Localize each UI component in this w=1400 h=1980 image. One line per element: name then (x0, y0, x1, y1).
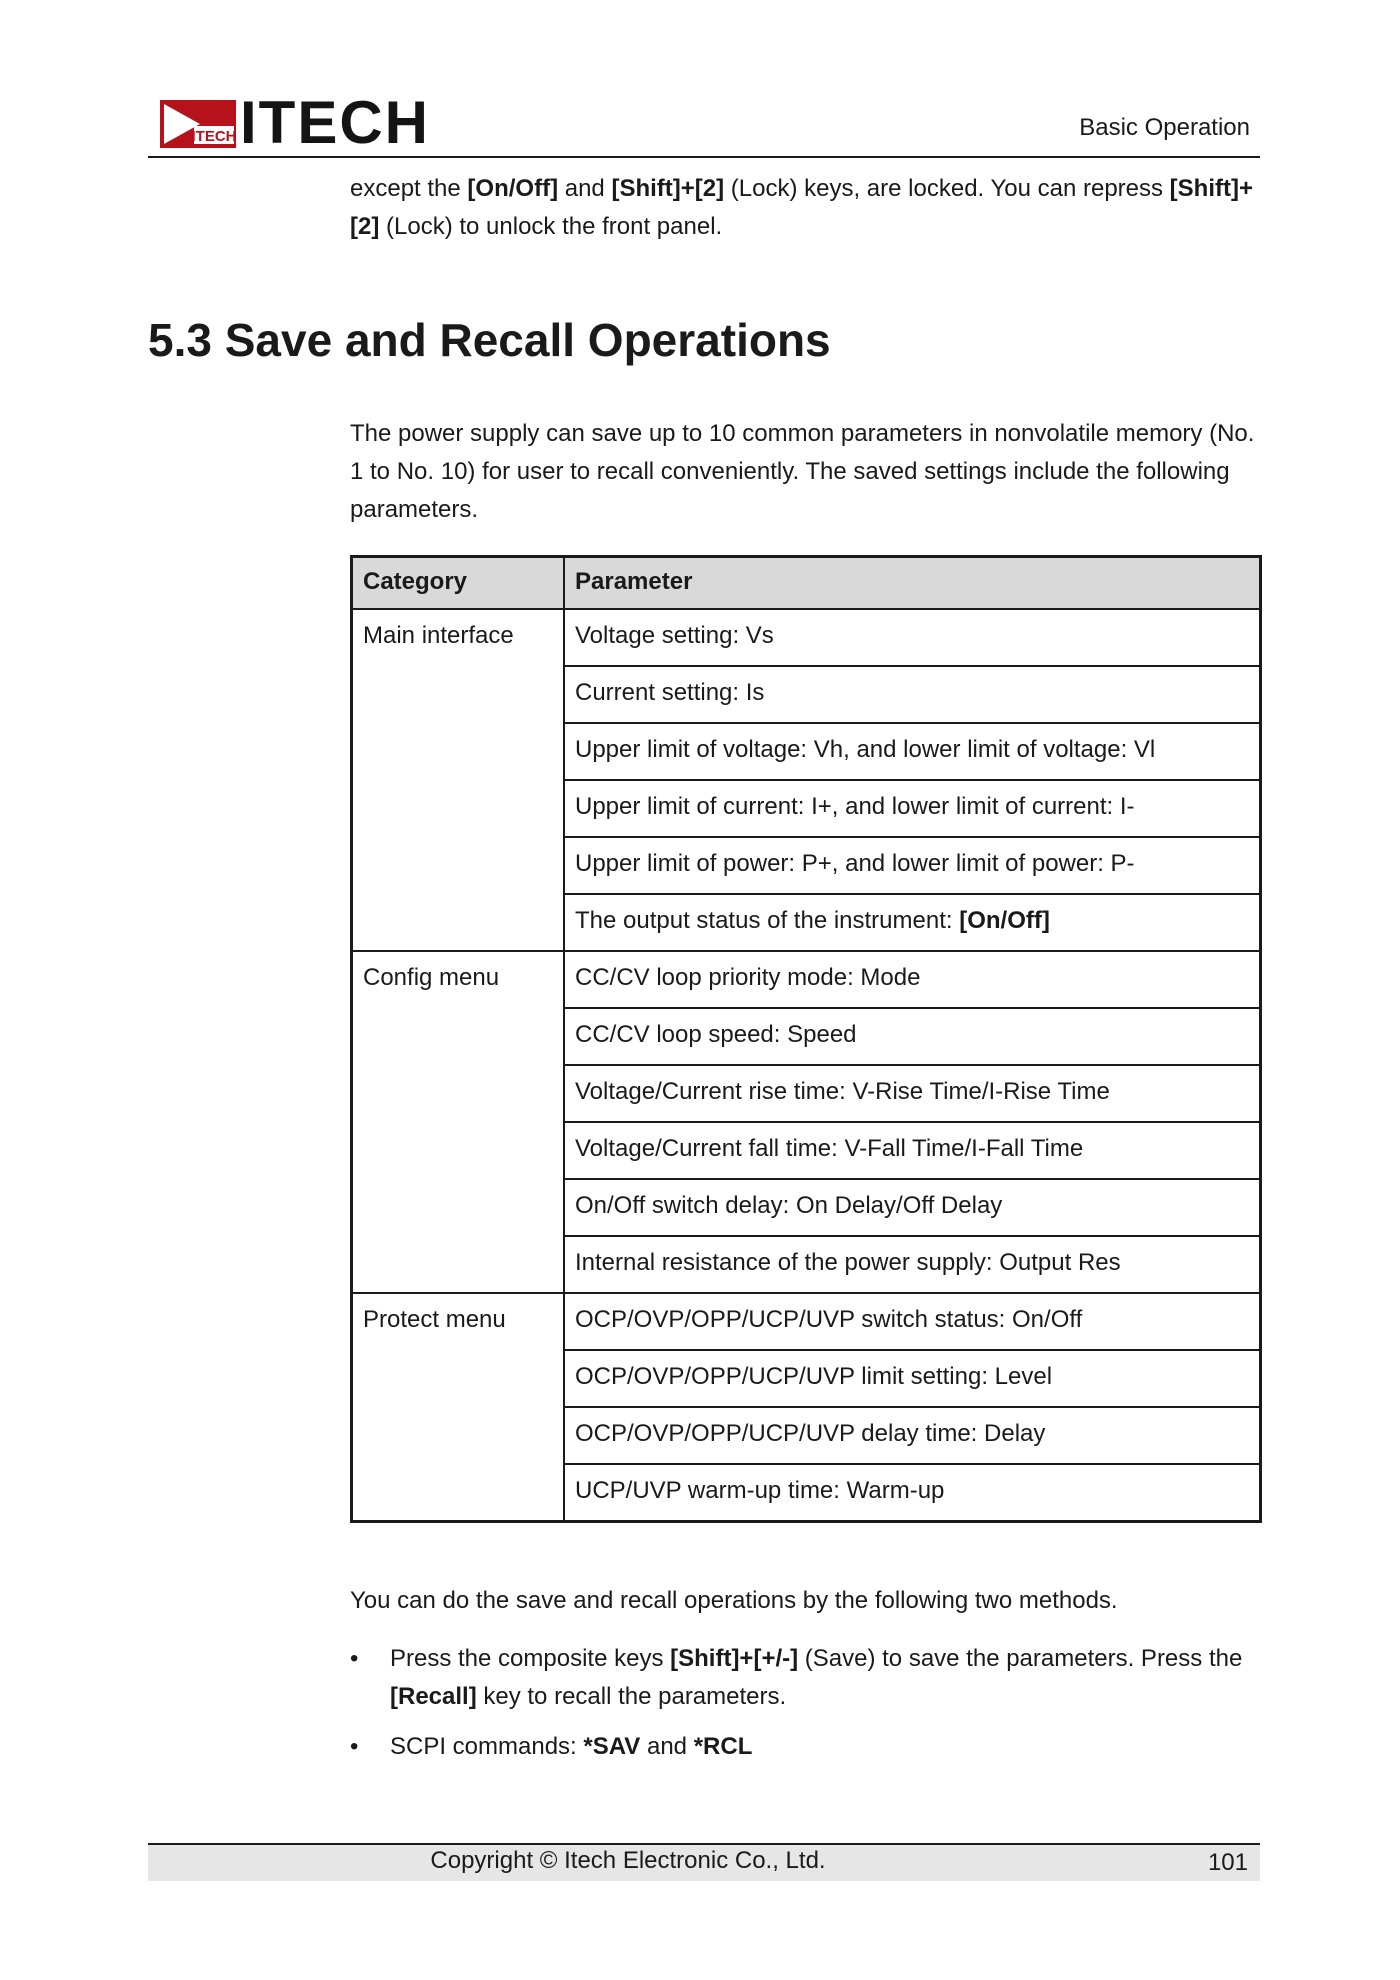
list-text: key to recall the parameters. (476, 1683, 787, 1710)
parameter-cell: Upper limit of power: P+, and lower limit of power: P- (564, 837, 1261, 894)
table-row (352, 609, 1261, 666)
parameter-cell (564, 894, 1261, 951)
intro-text: (Lock) to unlock the front panel. (379, 213, 723, 240)
bullet-icon: • (350, 1645, 359, 1672)
page-header (148, 89, 1260, 158)
itech-logo (160, 89, 430, 156)
list-item (350, 1640, 1262, 1716)
intro-text: except the (350, 175, 468, 202)
parameter-cell: Upper limit of voltage: Vh, and lower limit of voltage: Vl (564, 723, 1261, 780)
parameter-cell: Upper limit of current: I+, and lower limit of current: I- (564, 780, 1261, 837)
parameter-cell: Voltage setting: Vs (564, 609, 1261, 666)
parameter-cell: Voltage/Current rise time: V-Rise Time/I-Rise Time (564, 1065, 1261, 1122)
scpi-sav-command: *SAV (583, 1733, 641, 1760)
list-text: (Save) to save the parameters. Press the (798, 1645, 1243, 1672)
itech-logo-mark-icon (160, 100, 236, 148)
list-item (350, 1728, 1262, 1766)
recall-key: [Recall] (390, 1683, 477, 1710)
lock-key: [Shift]+[2] (611, 175, 725, 202)
on-off-key: [On/Off] (959, 907, 1050, 934)
logo-wordmark: ITECH (240, 89, 430, 156)
description-paragraph: The power supply can save up to 10 common parameters in nonvolatile memory (No. 1 to No. 10) for user to recall conveniently. The saved settings include the following parameters. (350, 420, 1255, 523)
header-parameter: Parameter (564, 557, 1261, 610)
header-section-title: Basic Operation (1079, 114, 1250, 141)
parameter-cell: Internal resistance of the power supply: Output Res (564, 1236, 1261, 1293)
table-header-row (352, 557, 1261, 610)
methods-list (350, 1640, 1262, 1778)
scpi-rcl-command: *RCL (693, 1733, 753, 1760)
category-protect-menu: Protect menu (352, 1293, 565, 1522)
table-row (352, 951, 1261, 1008)
parameter-cell: Voltage/Current fall time: V-Fall Time/I-Fall Time (564, 1122, 1261, 1179)
parameter-cell: UCP/UVP warm-up time: Warm-up (564, 1464, 1261, 1522)
parameter-cell: OCP/OVP/OPP/UCP/UVP switch status: On/Off (564, 1293, 1261, 1350)
logo-mark-text: ITECH (191, 128, 236, 145)
table-row (352, 1293, 1261, 1350)
parameter-cell: OCP/OVP/OPP/UCP/UVP limit setting: Level (564, 1350, 1261, 1407)
intro-text: and (558, 175, 612, 202)
page-number: 101 (1207, 1849, 1248, 1876)
lock-key: [Shift]+[2] (350, 175, 1253, 240)
parameter-text: The output status of the instrument: (575, 907, 960, 934)
parameter-cell: CC/CV loop speed: Speed (564, 1008, 1261, 1065)
category-config-menu: Config menu (352, 951, 565, 1293)
header-category: Category (352, 557, 565, 610)
parameter-cell: CC/CV loop priority mode: Mode (564, 951, 1261, 1008)
intro-paragraph (350, 170, 1262, 246)
methods-intro-paragraph: You can do the save and recall operations by the following two methods. (350, 1587, 1118, 1614)
section-title: 5.3 Save and Recall Operations (148, 314, 831, 366)
footer-copyright: Copyright © Itech Electronic Co., Ltd. (430, 1847, 826, 1874)
parameter-cell: Current setting: Is (564, 666, 1261, 723)
parameter-cell: OCP/OVP/OPP/UCP/UVP delay time: Delay (564, 1407, 1261, 1464)
page-footer (148, 1843, 1260, 1881)
list-text: Press the composite keys (390, 1645, 671, 1672)
save-key: [Shift]+[+/-] (670, 1645, 799, 1672)
list-text: and (640, 1733, 694, 1760)
on-off-key: [On/Off] (467, 175, 559, 202)
parameters-table (350, 555, 1262, 1523)
bullet-icon: • (350, 1733, 359, 1760)
list-text: SCPI commands: (390, 1733, 584, 1760)
category-main-interface: Main interface (352, 609, 565, 951)
parameter-cell: On/Off switch delay: On Delay/Off Delay (564, 1179, 1261, 1236)
intro-text: (Lock) keys, are locked. You can repress (724, 175, 1170, 202)
